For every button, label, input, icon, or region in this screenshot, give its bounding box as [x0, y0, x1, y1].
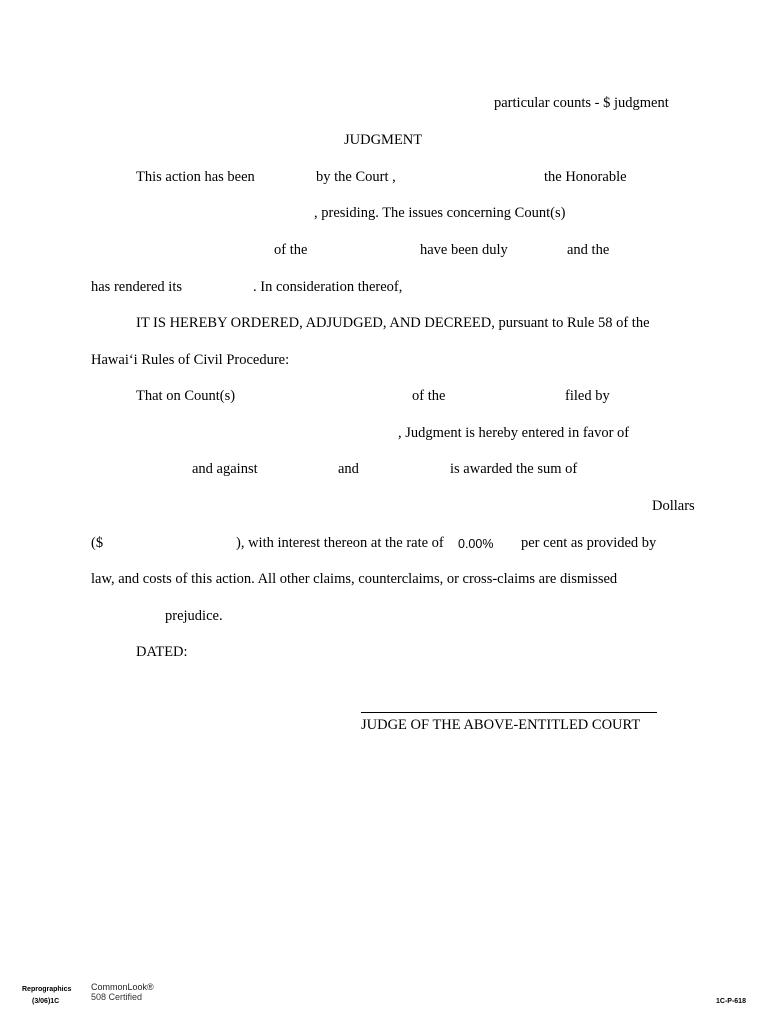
para3-line3-text-a: and against [192, 461, 258, 477]
dated-label: DATED: [136, 644, 188, 660]
para3-line1-text-a: That on Count(s) [136, 388, 236, 404]
signature-line [361, 712, 657, 713]
para3-line2-text: , Judgment is hereby entered in favor of [398, 425, 630, 441]
amount-prefix: ($ [91, 535, 104, 551]
signature-label: JUDGE OF THE ABOVE-ENTITLED COURT [361, 717, 641, 733]
decree-clause-line1: IT IS HEREBY ORDERED, ADJUDGED, AND DECREED, pursuant to Rule 58 of the [136, 315, 650, 331]
para1-line3-text-a: of the [274, 242, 308, 258]
prejudice-text: prejudice. [165, 608, 223, 624]
para3-line1-text-c: filed by [565, 388, 610, 404]
para3-line1-text-b: of the [412, 388, 446, 404]
footer-revision: (3/06)1C [32, 998, 60, 1005]
para1-line3-text-b: have been duly [420, 242, 508, 258]
para1-line1-text-b: by the Court , [316, 169, 396, 185]
certification-text: 508 Certified [91, 992, 143, 1002]
para1-line4-text-a: has rendered its [91, 279, 182, 295]
interest-clause-text: ), with interest thereon at the rate of [236, 535, 444, 551]
document-title: JUDGMENT [344, 132, 423, 148]
para1-line1-text-c: the Honorable [544, 169, 627, 185]
para1-line2-text: , presiding. The issues concerning Count(s) [314, 205, 566, 221]
para1-line1-text-a: This action has been [136, 169, 255, 185]
interest-rate-field[interactable]: 0.00% [458, 537, 494, 551]
decree-clause-line2: Hawai‘i Rules of Civil Procedure: [91, 352, 290, 368]
para3-line3-text-b: and [338, 461, 359, 477]
footer-dept: Reprographics [22, 986, 72, 993]
interest-clause-tail: per cent as provided by [521, 535, 657, 551]
form-id: 1C-P-618 [716, 998, 746, 1005]
dollars-label: Dollars [652, 498, 695, 514]
para1-line3-text-c: and the [567, 242, 610, 258]
para3-line3-text-c: is awarded the sum of [450, 461, 578, 477]
costs-clause: law, and costs of this action. All other claims, counterclaims, or cross-claims are dismissed [91, 571, 618, 587]
commonlook-logo: CommonLook® [91, 982, 154, 992]
para1-line4-text-b: . In consideration thereof, [253, 279, 403, 295]
document-subtitle: particular counts - $ judgment [494, 95, 669, 111]
